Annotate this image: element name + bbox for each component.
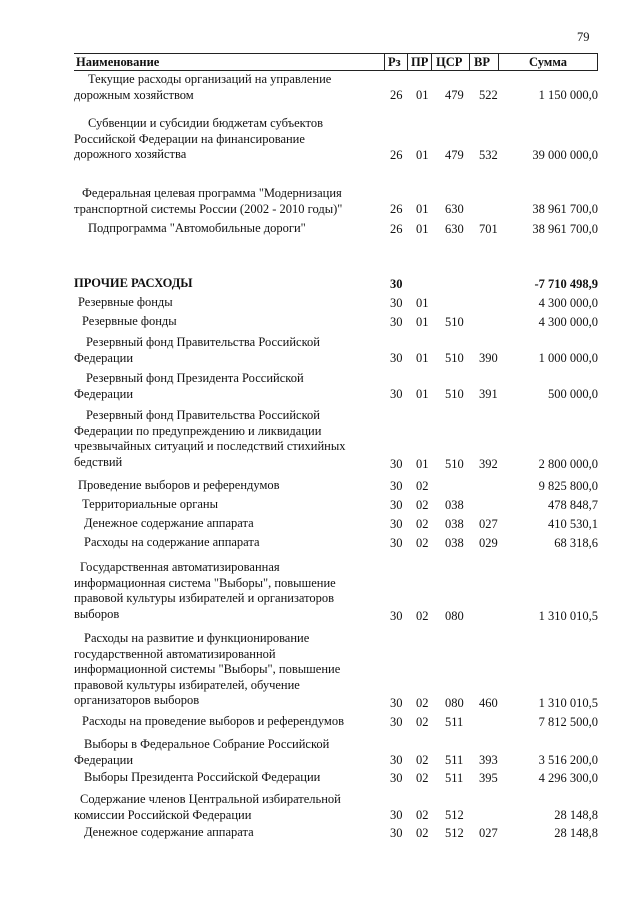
table-row [74, 408, 598, 472]
cell-rz: 30 [390, 456, 403, 471]
header-divider [597, 54, 598, 70]
cell-sum: 68 318,6 [554, 535, 598, 550]
cell-sum: 410 530,1 [548, 516, 598, 531]
row-name: Расходы на проведение выборов и референдумов [82, 714, 344, 728]
cell-sum: 7 812 500,0 [538, 714, 598, 729]
cell-pr: 01 [416, 350, 429, 365]
table-row [74, 770, 598, 786]
cell-sum: 39 000 000,0 [532, 147, 598, 162]
cell-csr: 080 [445, 608, 464, 623]
cell-rz: 30 [390, 516, 403, 531]
cell-csr: 630 [445, 221, 464, 236]
cell-rz: 30 [390, 825, 403, 840]
row-name: Резервный фонд Президента Российской Федерации [74, 371, 304, 401]
cell-sum: 3 516 200,0 [538, 752, 598, 767]
row-name: Денежное содержание аппарата [84, 825, 254, 839]
table-row [74, 116, 598, 163]
cell-pr: 01 [416, 87, 429, 102]
table-row [74, 825, 598, 841]
table-row [74, 335, 598, 366]
cell-pr: 02 [416, 497, 429, 512]
cell-sum: 28 148,8 [554, 807, 598, 822]
row-name: Резервный фонд Правительства Российской Федерации по предупреждению и ликвидации чрезвычайных ситуаций и последствий стихийных бедствий [74, 408, 346, 469]
table-row [74, 516, 598, 532]
row-name: Расходы на содержание аппарата [84, 535, 260, 549]
cell-sum: 1 310 010,5 [538, 695, 598, 710]
header-divider [469, 54, 470, 70]
cell-rz: 30 [390, 752, 403, 767]
cell-rz: 30 [390, 478, 403, 493]
cell-rz: 30 [390, 386, 403, 401]
cell-pr: 01 [416, 147, 429, 162]
table-row [74, 478, 598, 494]
cell-rz: 30 [390, 695, 403, 710]
cell-rz: 30 [390, 276, 403, 291]
row-name: Резервные фонды [82, 314, 177, 328]
cell-pr: 02 [416, 695, 429, 710]
cell-csr: 511 [445, 752, 464, 767]
cell-pr: 02 [416, 714, 429, 729]
cell-csr: 512 [445, 807, 464, 822]
cell-rz: 30 [390, 535, 403, 550]
table-row [74, 276, 598, 292]
cell-vr: 522 [479, 87, 498, 102]
cell-csr: 512 [445, 825, 464, 840]
cell-rz: 30 [390, 295, 403, 310]
row-name: Федеральная целевая программа "Модернизация транспортной системы России (2002 - 2010 годы)" [74, 186, 343, 216]
cell-pr: 01 [416, 386, 429, 401]
header-pr: ПР [411, 55, 429, 69]
cell-sum: 1 150 000,0 [538, 87, 598, 102]
row-name: Подпрограмма "Автомобильные дороги" [88, 221, 306, 235]
table-row [74, 560, 598, 624]
cell-pr: 02 [416, 752, 429, 767]
cell-pr: 02 [416, 807, 429, 822]
header-rz: Рз [388, 55, 401, 69]
cell-rz: 30 [390, 497, 403, 512]
cell-sum: -7 710 498,9 [534, 276, 598, 291]
cell-rz: 26 [390, 87, 403, 102]
cell-rz: 26 [390, 147, 403, 162]
table-row [74, 714, 598, 730]
cell-pr: 01 [416, 221, 429, 236]
table-row [74, 371, 598, 402]
header-divider [407, 54, 408, 70]
cell-pr: 01 [416, 314, 429, 329]
table-row [74, 186, 598, 217]
cell-csr: 511 [445, 714, 464, 729]
cell-csr: 038 [445, 535, 464, 550]
cell-sum: 4 300 000,0 [538, 314, 598, 329]
header-sum: Сумма [529, 55, 567, 69]
cell-rz: 30 [390, 314, 403, 329]
cell-sum: 4 296 300,0 [538, 770, 598, 785]
cell-vr: 701 [479, 221, 498, 236]
cell-csr: 479 [445, 147, 464, 162]
row-name: Проведение выборов и референдумов [78, 478, 280, 492]
header-name: Наименование [76, 55, 160, 69]
table-row [74, 295, 598, 311]
page-number: 79 [577, 30, 590, 44]
cell-sum: 28 148,8 [554, 825, 598, 840]
row-name: Территориальные органы [82, 497, 219, 511]
cell-rz: 30 [390, 350, 403, 365]
cell-sum: 38 961 700,0 [532, 201, 598, 216]
cell-pr: 01 [416, 201, 429, 216]
cell-sum: 9 825 800,0 [538, 478, 598, 493]
cell-sum: 1 000 000,0 [538, 350, 598, 365]
row-name: ПРОЧИЕ РАСХОДЫ [74, 276, 193, 290]
cell-sum: 4 300 000,0 [538, 295, 598, 310]
cell-csr: 510 [445, 386, 464, 401]
header-divider [384, 54, 385, 70]
table-row [74, 497, 598, 513]
row-name: Денежное содержание аппарата [84, 516, 254, 530]
cell-rz: 30 [390, 608, 403, 623]
cell-vr: 029 [479, 535, 498, 550]
row-name: Государственная автоматизированная информационная система "Выборы", повышение правовой культуры избирателей и организаторов выборов [74, 560, 336, 621]
cell-rz: 30 [390, 714, 403, 729]
cell-sum: 2 800 000,0 [538, 456, 598, 471]
cell-pr: 01 [416, 295, 429, 310]
table-row [74, 314, 598, 330]
header-csr: ЦСР [436, 55, 463, 69]
cell-pr: 01 [416, 456, 429, 471]
table-row [74, 737, 598, 768]
cell-vr: 532 [479, 147, 498, 162]
cell-sum: 478 848,7 [548, 497, 598, 512]
cell-rz: 30 [390, 770, 403, 785]
cell-pr: 02 [416, 608, 429, 623]
row-name: Выборы в Федеральное Собрание Российской Федерации [74, 737, 330, 767]
table-row [74, 535, 598, 551]
table-row [74, 72, 598, 103]
cell-csr: 510 [445, 350, 464, 365]
row-name: Резервные фонды [78, 295, 173, 309]
cell-csr: 038 [445, 497, 464, 512]
cell-rz: 26 [390, 201, 403, 216]
row-name: Субвенции и субсидии бюджетам субъектов Российской Федерации на финансирование дорожного хозяйства [74, 116, 324, 161]
cell-pr: 02 [416, 478, 429, 493]
row-name: Расходы на развитие и функционирование государственной автоматизированной информационной системы "Выборы", повышение правовой культуры избирателей, обучение организаторов выборов [74, 631, 341, 707]
cell-pr: 02 [416, 770, 429, 785]
table-row [74, 792, 598, 823]
cell-csr: 080 [445, 695, 464, 710]
cell-vr: 393 [479, 752, 498, 767]
cell-csr: 511 [445, 770, 464, 785]
row-name: Текущие расходы организаций на управление дорожным хозяйством [74, 72, 332, 102]
cell-vr: 391 [479, 386, 498, 401]
cell-sum: 500 000,0 [548, 386, 598, 401]
table-header [74, 53, 598, 71]
cell-vr: 395 [479, 770, 498, 785]
cell-vr: 390 [479, 350, 498, 365]
cell-rz: 26 [390, 221, 403, 236]
cell-sum: 1 310 010,5 [538, 608, 598, 623]
cell-csr: 510 [445, 456, 464, 471]
cell-pr: 02 [416, 825, 429, 840]
cell-csr: 630 [445, 201, 464, 216]
row-name: Выборы Президента Российской Федерации [84, 770, 321, 784]
cell-vr: 027 [479, 825, 498, 840]
row-name: Содержание членов Центральной избирательной комиссии Российской Федерации [74, 792, 341, 822]
header-divider [431, 54, 432, 70]
table-row [74, 221, 598, 237]
cell-pr: 02 [416, 516, 429, 531]
header-vr: ВР [474, 55, 490, 69]
cell-rz: 30 [390, 807, 403, 822]
row-name: Резервный фонд Правительства Российской Федерации [74, 335, 320, 365]
cell-csr: 479 [445, 87, 464, 102]
cell-csr: 510 [445, 314, 464, 329]
header-divider [498, 54, 499, 70]
cell-pr: 02 [416, 535, 429, 550]
cell-vr: 392 [479, 456, 498, 471]
cell-csr: 038 [445, 516, 464, 531]
table-row [74, 631, 598, 711]
cell-sum: 38 961 700,0 [532, 221, 598, 236]
cell-vr: 460 [479, 695, 498, 710]
cell-vr: 027 [479, 516, 498, 531]
